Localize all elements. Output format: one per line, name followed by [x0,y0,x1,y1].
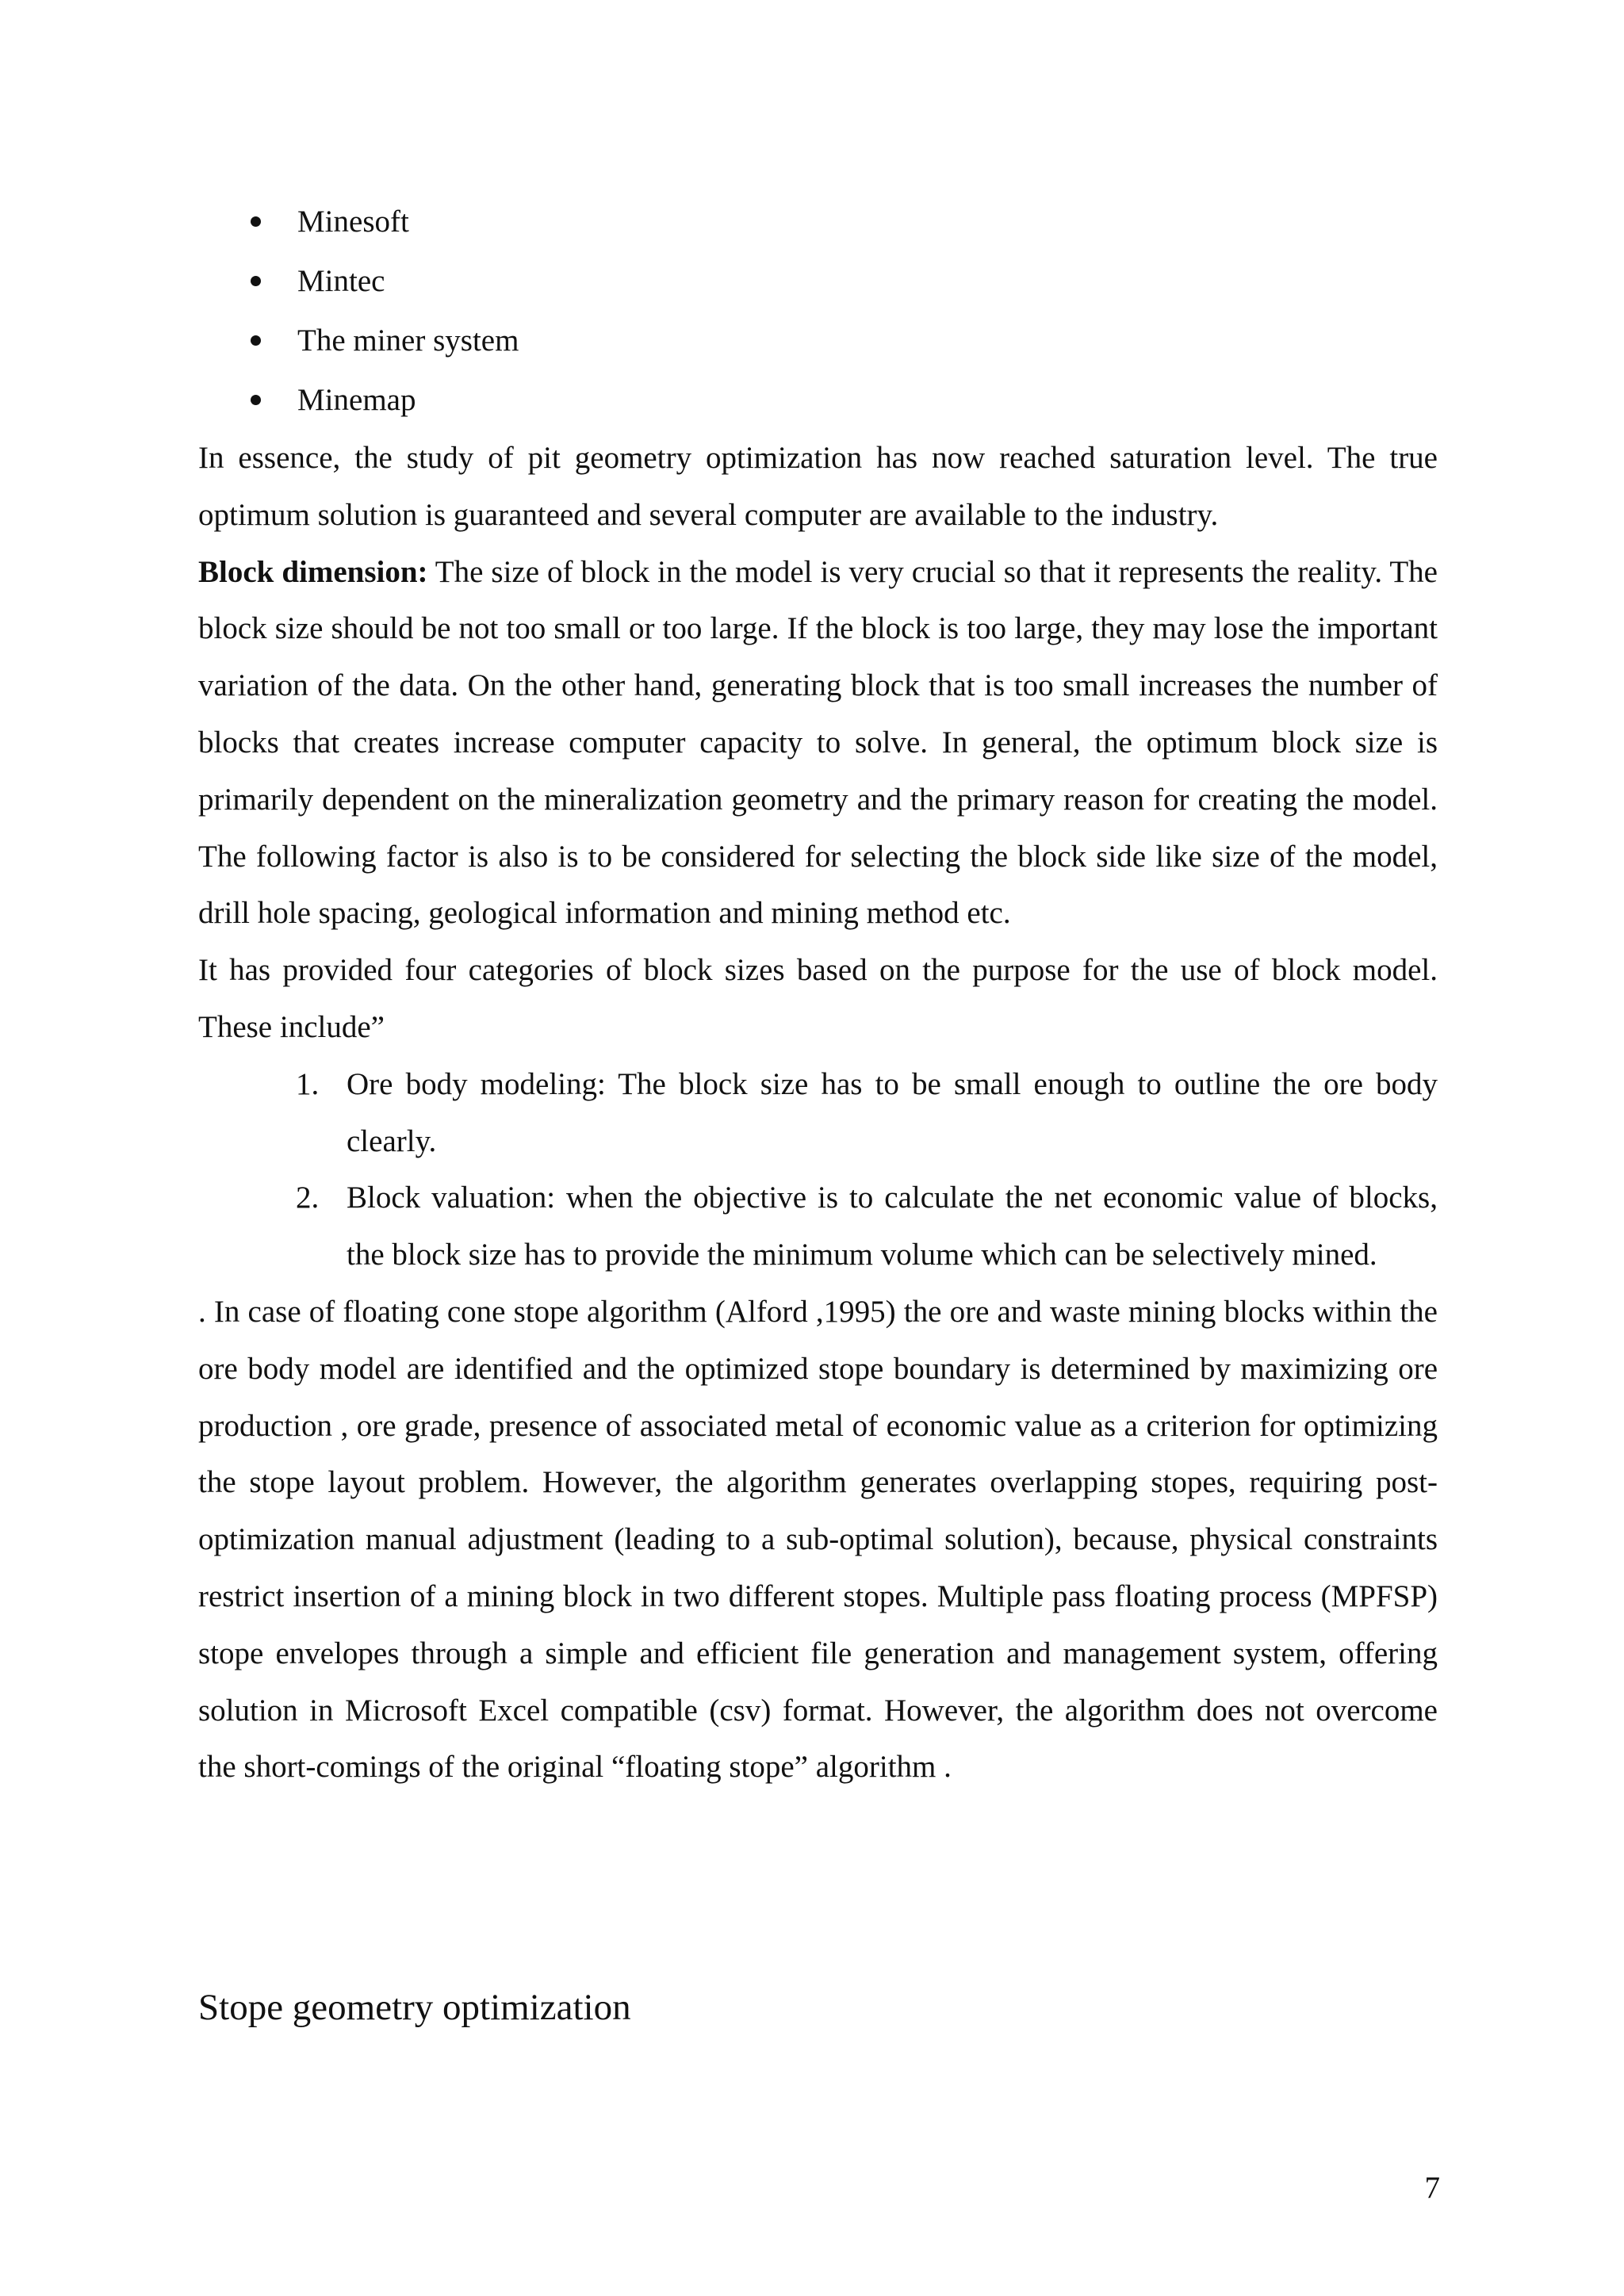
bullet-item: Mintec [198,251,1438,311]
page-body [198,192,1438,1796]
block-size-numbered-list [198,1056,1438,1284]
bullet-item: Minesoft [198,192,1438,251]
numbered-item [198,1169,1438,1284]
bullet-item: The miner system [198,311,1438,370]
paragraph-essence: In essence, the study of pit geometry optimization has now reached saturation level. The true optimum solution is guaranteed and several computer are available to the industry. [198,441,1438,532]
page-number: 7 [1424,2171,1440,2205]
bullet-dot-icon [251,395,261,405]
bullet-dot-icon [251,335,261,346]
list-item-text: Ore body modeling: The block size has to be small enough to outline the ore body clearly. [347,1066,1438,1158]
block-dimension-label: Block dimension: [198,554,428,589]
bullet-dot-icon [251,276,261,286]
numbered-item [198,1056,1438,1170]
list-number: 1. [296,1066,320,1101]
list-number: 2. [296,1181,320,1215]
paragraph-floating-cone: . In case of floating cone stope algorithm (Alford ,1995) the ore and waste mining blocks within the ore body model are identified and the optimized stope boundary is determined by maximizing ore production , ore grade, presence of associated metal of economic value as a criterion for optimizing the stope layout problem. However, the algorithm generates overlapping stopes, requiring post-optimization manual adjustment (leading to a sub-optimal solution), because, physical constraints restrict insertion of a mining block in two different stopes. Multiple pass floating process (MPFSP) stope envelopes through a simple and efficient file generation and management system, offering solution in Microsoft Excel compatible (csv) format. However, the algorithm does not overcome the short-comings of the original “floating stope” algorithm . [198,1294,1438,1785]
paragraph-categories: It has provided four categories of block sizes based on the purpose for the use of block model. These include” [198,953,1438,1044]
block-dimension-text: The size of block in the model is very crucial so that it represents the reality. The block size should be not too small or too large. If the block is too large, they may lose the important variation of the data. On the other hand, generating block that is too small increases the number of blocks that creates increase computer capacity to solve. In general, the optimum block size is primarily dependent on the mineralization geometry and the primary reason for creating the model. The following factor is also is to be considered for selecting the block side like size of the model, drill hole spacing, geological information and mining method etc. [198,554,1438,931]
section-heading: Stope geometry optimization [198,1987,631,2028]
paragraph-block-dimension [198,544,1438,943]
list-item-text: Block valuation: when the objective is to calculate the net economic value of blocks, the block size has to provide the minimum volume which can be selectively mined. [347,1181,1438,1272]
bullet-dot-icon [251,216,261,227]
software-bullet-list [198,192,1438,430]
bullet-item: Minemap [198,370,1438,430]
